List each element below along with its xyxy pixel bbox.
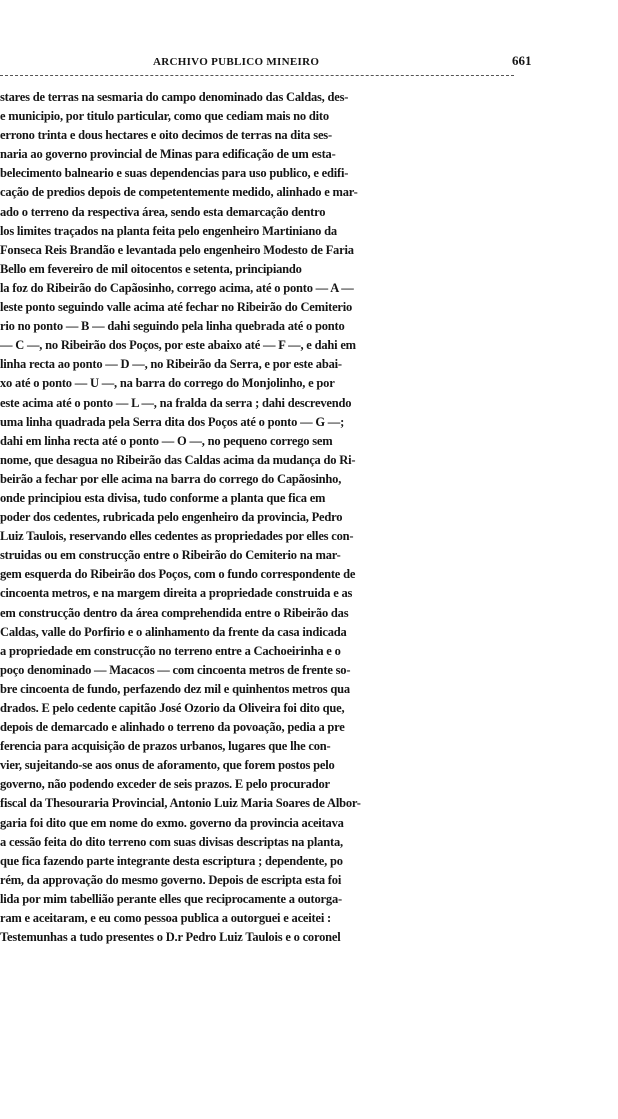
text-line: vier, sujeitando-se aos onus de aforamento, que forem postos pelo — [0, 758, 335, 773]
text-line: ferencia para acquisição de prazos urbanos, lugares que lhe con- — [0, 739, 331, 754]
text-line: a cessão feita do dito terreno com suas divisas descriptas na planta, — [0, 834, 343, 849]
text-line: Luiz Taulois, reservando elles cedentes as propriedades por elles con- — [0, 529, 354, 544]
text-line: los limites traçados na planta feita pelo engenheiro Martiniano da — [0, 223, 337, 238]
text-line: Fonseca Reis Brandão e levantada pelo engenheiro Modesto de Faria — [0, 242, 354, 257]
text-line: e municipio, por titulo particular, como que cediam mais no dito — [0, 109, 329, 124]
text-line: beirão a fechar por elle acima na barra do corrego do Capãosinho, — [0, 471, 342, 486]
text-line: poço denominado — Macacos — com cincoenta metros de frente so- — [0, 662, 351, 677]
text-line: cação de predios depois de competentemente medido, alinhado e mar- — [0, 185, 358, 200]
text-line: garia foi dito que em nome do exmo. governo da provincia aceitava — [0, 815, 344, 830]
text-line: naria ao governo provincial de Minas para edificação de um esta- — [0, 147, 336, 162]
text-line: errono trinta e dous hectares e oito decimos de terras na dita ses- — [0, 128, 332, 143]
text-line: ado o terreno da respectiva área, sendo esta demarcação dentro — [0, 204, 326, 219]
text-line: governo, não podendo exceder de seis prazos. E pelo procurador — [0, 777, 330, 792]
text-line: drados. E pelo cedente capitão José Ozorio da Oliveira foi dito que, — [0, 701, 345, 715]
text-line: xo até o ponto — U —, na barra do corrego do Monjolinho, e por — [0, 376, 335, 391]
text-line: bre cincoenta de fundo, perfazendo dez mil e quinhentos metros qua — [0, 681, 350, 696]
text-line: leste ponto seguindo valle acima até fechar no Ribeirão do Cemiterio — [0, 300, 353, 315]
text-line: Testemunhas a tudo presentes o D.r Pedro Luiz Taulois e o coronel — [0, 930, 341, 945]
text-line: linha recta ao ponto — D —, no Ribeirão da Serra, e por este abai- — [0, 357, 342, 372]
text-line: dahi em linha recta até o ponto — O —, no pequeno corrego sem — [0, 433, 333, 448]
text-line: Caldas, valle do Porfirio e o alinhamento da frente da casa indicada — [0, 624, 347, 639]
body-text — [0, 88, 528, 947]
text-line: rio no ponto — B — dahi seguindo pela linha quebrada até o ponto — [0, 319, 345, 334]
running-title: ARCHIVO PUBLICO MINEIRO — [153, 56, 320, 68]
text-line: — C —, no Ribeirão dos Poços, por este abaixo até — F —, e dahi em — [0, 338, 356, 353]
text-line: la foz do Ribeirão do Capãosinho, corrego acima, até o ponto — A — — [0, 280, 354, 295]
text-line: onde principiou esta divisa, tudo conforme a planta que fica em — [0, 490, 326, 505]
page-number: 661 — [512, 53, 532, 68]
text-line: este acima até o ponto — L —, na fralda da serra ; dahi descrevendo — [0, 395, 352, 410]
text-line: ram e aceitaram, e eu como pessoa publica a outorguei e aceitei : — [0, 911, 332, 926]
header-rule — [0, 75, 514, 76]
text-line: belecimento balneario e suas dependencias para uso publico, e edifi- — [0, 166, 349, 181]
text-line: fiscal da Thesouraria Provincial, Antonio Luiz Maria Soares de Albor- — [0, 796, 361, 811]
text-line: nome, que desagua no Ribeirão das Caldas acima da mudança do Ri- — [0, 452, 356, 467]
text-line: poder dos cedentes, rubricada pelo engenheiro da provincia, Pedro — [0, 510, 343, 525]
text-line: rém, da approvação do mesmo governo. Depois de escripta esta foi — [0, 872, 342, 887]
text-line: que fica fazendo parte integrante desta escriptura ; dependente, po — [0, 853, 343, 868]
text-line: cincoenta metros, e na margem direita a propriedade construida e as — [0, 586, 353, 601]
text-line: uma linha quadrada pela Serra dita dos Poços até o ponto — G —; — [0, 414, 345, 429]
text-line: struidas ou em construcção entre o Ribeirão do Cemiterio na mar- — [0, 548, 341, 563]
text-line: stares de terras na sesmaria do campo denominado das Caldas, des- — [0, 90, 349, 104]
text-line: gem esquerda do Ribeirão dos Poços, com o fundo correspondente de — [0, 567, 356, 582]
text-line: em construcção dentro da área comprehendida entre o Ribeirão das — [0, 605, 349, 620]
text-line: Bello em fevereiro de mil oitocentos e setenta, principiando — [0, 261, 302, 276]
running-head — [0, 52, 618, 74]
text-line: depois de demarcado e alinhado o terreno da povoação, pedia a pre — [0, 720, 345, 735]
text-line: lida por mim tabellião perante elles que reciprocamente a outorga- — [0, 891, 342, 906]
text-line: a propriedade em construcção no terreno entre a Cachoeirinha e o — [0, 643, 341, 658]
